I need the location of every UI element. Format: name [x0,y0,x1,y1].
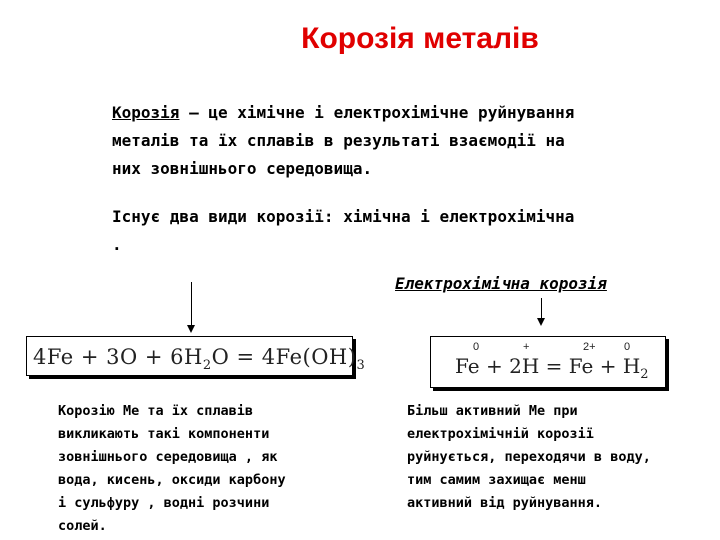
charge-h2: 0 [624,341,631,353]
slide-title: Корозія металів [301,22,539,55]
equation-left-sub1: 2 [202,358,212,373]
oxidation-states [431,341,665,355]
left-note-line: Корозію Ме та їх сплавів [58,403,254,419]
types-line-2: . [112,235,122,254]
right-note-line: руйнується, переходячи в воду, [407,449,651,465]
equation-right-sub: 2 [640,367,649,382]
right-note-line: Більш активний Ме при [407,403,578,419]
types-line-1: Існує два види корозії: хімічна і електрохімічна [112,207,575,226]
types-paragraph [112,203,702,259]
right-note-line: активний від руйнування. [407,495,603,511]
left-note-line: солей. [58,518,107,534]
equation-left-part1: 4Fe + 3O + 6H [33,345,203,369]
left-arrow-head [187,325,195,333]
electrochemical-equation-box [430,336,666,388]
chemical-equation-box [26,336,366,376]
definition-line-2: металів та їх сплавів в результаті взаємодії на [112,131,565,150]
equation-left-part2: O = 4Fe(OH) [211,345,357,369]
definition-line-3: них зовнішнього середовища. [112,159,373,178]
definition-paragraph [112,99,702,183]
definition-text: – це хімічне і електрохімічне руйнування [179,103,575,122]
left-arrow-shaft [191,282,192,326]
left-note-line: зовнішнього середовища , як [58,449,278,465]
equation-right-part1: Fe + 2H = Fe + H [455,354,641,378]
left-note-line: викликають такі компоненти [58,426,270,442]
electrochemical-heading: Електрохімічна корозія [395,274,607,293]
charge-fe2: 2+ [583,341,596,353]
right-arrow-shaft [541,298,542,320]
left-note-line: і сульфуру , водні розчини [58,495,270,511]
definition-line-1 [112,99,702,127]
charge-h: + [523,341,530,353]
right-note-line: тим самим захищає менш [407,472,586,488]
equation-right-main [455,354,649,382]
charge-fe: 0 [473,341,480,353]
left-note-line: вода, кисень, оксиди карбону [58,472,286,488]
equation-left-sub2: 3 [356,358,366,373]
left-note [58,400,358,538]
right-arrow-head [537,318,545,326]
right-note [407,400,712,515]
right-note-line: електрохімічній корозії [407,426,594,442]
definition-term: Корозія [112,103,180,122]
